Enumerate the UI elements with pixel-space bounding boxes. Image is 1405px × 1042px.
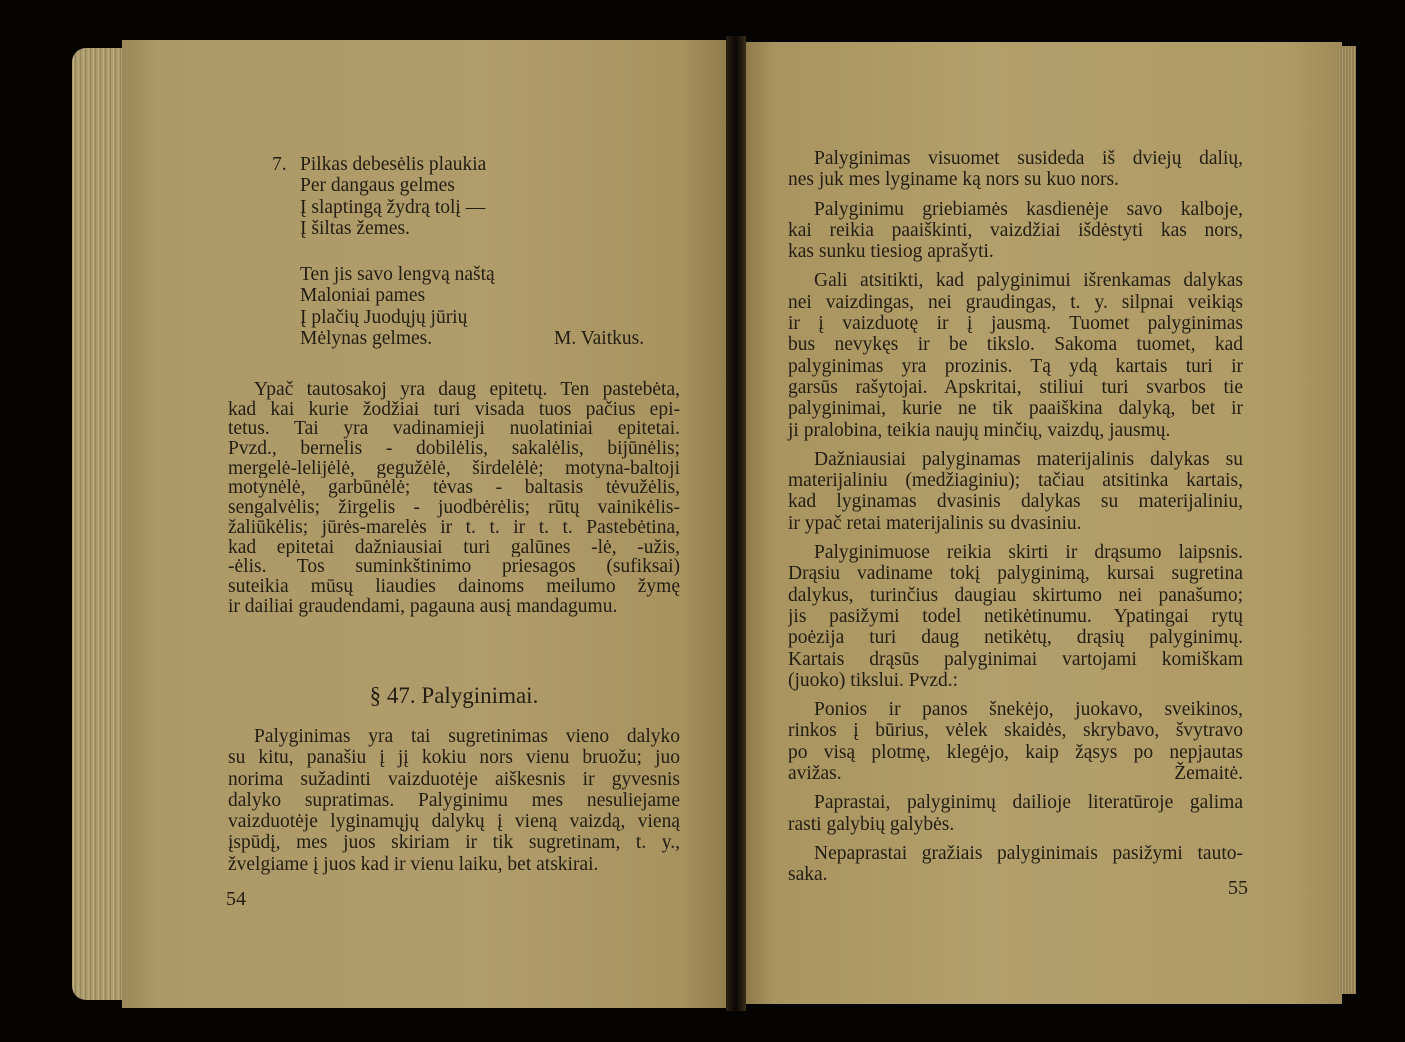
text-line: su kitu, panašiu į jį kokiu nors vienu bruožu; juo xyxy=(228,747,680,769)
poem-line: Maloniai pames xyxy=(300,285,426,307)
book-page-edges-right xyxy=(1338,46,1356,994)
text-line: nes juk mes lyginame ką nors su kuo nors. xyxy=(788,169,1119,191)
poem-line: Ten jis savo lengvą naštą xyxy=(300,264,495,285)
text-line: palyginimas yra prozinis. Tą ydą kartais turi ir xyxy=(788,355,1243,377)
text-line: Dažniausiai palyginamas materijalinis dalykas su xyxy=(814,448,1243,470)
poem-line: Į šiltas žemes. xyxy=(300,217,410,239)
text-line: nei vaizdingas, nei graudingas, t. y. silpnai veikiąs xyxy=(788,291,1243,313)
text-line: ir į vaizduotę ir į jausmą. Tuomet palyginimas xyxy=(788,313,1243,335)
text-line: dalykus, turinčius daugiau skirtumo nei panašumo; xyxy=(788,584,1243,606)
page-number: 55 xyxy=(1228,877,1248,899)
section-heading: § 47. Palyginimai. xyxy=(369,683,539,708)
quote-last-line xyxy=(788,763,1243,784)
spacer xyxy=(788,262,1243,270)
poem-line: Į slaptingą žydrą tolį — xyxy=(300,196,486,218)
text-line: suteikia mūsų liaudies dainoms meilumo žymę xyxy=(228,576,680,597)
text-line: žvelgiame į juos kad ir vienu laiku, bet atskirai. xyxy=(228,853,599,875)
spacer xyxy=(788,441,1243,449)
spacer xyxy=(788,784,1243,792)
poem-line: Pilkas debesėlis plaukia xyxy=(300,154,487,175)
text-line: (juoko) tikslui. Pvzd.: xyxy=(788,669,959,691)
text-line: kad kai kurie žodžiai turi visada tuos pačius epi- xyxy=(228,399,680,420)
text-line: ir ypač retai materijalinis su dvasiniu. xyxy=(788,512,1082,534)
poem-line: Per dangaus gelmes xyxy=(300,175,455,197)
poem-stanza xyxy=(300,154,486,239)
text-line: kad epitetai dažniausiai turi galūnes -lė, -užis, xyxy=(228,537,680,558)
text-line: Nepaprastai gražiais palyginimais pasižymi tauto- xyxy=(814,842,1243,864)
text-line: ji pralobina, teikia naujų minčių, vaizdų, jausmų. xyxy=(788,419,1171,441)
poem-number: 7. xyxy=(272,154,287,175)
right-column-text xyxy=(788,148,1243,886)
text-line: saka. xyxy=(788,864,828,886)
text-line: mergelė-lelijėlė, gegužėlė, širdelėlė; motyna-baltoji xyxy=(228,458,680,479)
text-line: Paprastai, palyginimų dailioje literatūroje galima xyxy=(814,792,1243,814)
quote-line: po visą plotmę, klegėjo, kaip žąsys po nepjautas xyxy=(788,741,1243,763)
text-line: vaizduotėje lyginamųjų dalykų į vieną vaizdą, vieną xyxy=(228,811,680,833)
poem-line: Mėlynas gelmes. xyxy=(300,327,433,349)
text-line: materijaliniu (medžiaginiu); tačiau atsitinka kartais, xyxy=(788,470,1243,492)
text-line: Ypač tautosakoj yra daug epitetų. Ten pastebėta, xyxy=(254,380,680,400)
text-line: Drąsiu vadiname tokį palyginimą, kursai sugretina xyxy=(788,563,1243,585)
text-line: Gali atsitikti, kad palyginimui išrenkamas dalykas xyxy=(814,270,1243,292)
page-number: 54 xyxy=(226,888,246,910)
text-line: dalyko supratimas. Palyginimu mes nesuliejame xyxy=(228,789,680,811)
poem-stanza xyxy=(300,264,495,349)
book-gutter xyxy=(726,36,746,1011)
quote-author: Žemaitė. xyxy=(1174,763,1243,785)
text-line: sengalvėlis; žirgelis - juodbėrėlis; rūtų vainikėlis- xyxy=(228,498,680,518)
text-line: kai reikia paaiškinti, vaizdžiai išdėstyti kas nors, xyxy=(788,219,1243,241)
text-line: bus nevykęs ir be tikslo. Sakoma tuomet, kad xyxy=(788,334,1243,356)
text-line: kad lyginamas dvasinis dalykas su materijaliniu, xyxy=(788,491,1243,513)
spacer xyxy=(788,534,1243,542)
text-line: palyginimai, kurie ne tik paaiškina dalyką, bet ir xyxy=(788,398,1243,420)
quote-line: rinkos į būrius, vėlek skaidės, skrybavo, švytravo xyxy=(788,720,1243,742)
quote-line: avižas. xyxy=(788,763,842,785)
text-line: Palyginimuose reikia skirti ir drąsumo laipsnis. xyxy=(814,542,1243,564)
text-line: Palyginimu griebiamės kasdienėje savo kalboje, xyxy=(814,198,1243,220)
text-line: žaliūkėlis; jūrės-marelės ir t. t. ir t. t. Pastebėtina, xyxy=(228,517,680,538)
text-line: jis pasižymi todel netikėtinumu. Ypatingai rytų xyxy=(788,605,1243,627)
poem-author: M. Vaitkus. xyxy=(554,328,645,349)
text-line: Kartais drąsūs palyginimai vartojami komiškam xyxy=(788,648,1243,670)
spacer xyxy=(788,691,1243,699)
paragraph xyxy=(228,380,680,616)
text-line: Pvzd., bernelis - dobilėlis, sakalėlis, bijūnėlis; xyxy=(228,439,680,459)
text-line: norima sužadinti vaizduotėje aiškesnis ir gyvesnis xyxy=(228,768,680,790)
text-line: garsūs rašytojai. Apskritai, stiliui turi svarbos tie xyxy=(788,376,1243,398)
text-line: rasti galybių galybės. xyxy=(788,813,955,835)
text-line: -ėlis. Tos suminkštinimo priesagos (sufiksai) xyxy=(228,557,680,577)
spacer xyxy=(788,835,1243,843)
text-line: kas sunku tiesiog aprašyti. xyxy=(788,241,994,263)
book-page-edges xyxy=(72,48,126,1000)
text-line: ir dailiai graudendami, pagauna ausį mandagumu. xyxy=(228,595,618,617)
text-line: įspūdį, mes juos skiriam ir tik sugretinam, t. y., xyxy=(228,832,680,854)
spacer xyxy=(788,191,1243,199)
quote-line: Ponios ir panos šnekėjo, juokavo, sveikinos, xyxy=(814,699,1243,721)
text-line: poėzija turi daug netikėtų, drąsių palyginimų. xyxy=(788,627,1243,649)
poem-line: Į plačių Juodųjų jūrių xyxy=(300,306,468,328)
text-line: tetus. Tai yra vadinamieji nuolatiniai epitetai. xyxy=(228,419,680,440)
text-line: motynėlė, garbūnėlė; tėvas - baltasis tėvužėlis, xyxy=(228,478,680,499)
text-line: Palyginimas visuomet susideda iš dviejų dalių, xyxy=(814,148,1243,169)
paragraph xyxy=(228,726,680,875)
text-line: Palyginimas yra tai sugretinimas vieno dalyko xyxy=(254,726,680,747)
